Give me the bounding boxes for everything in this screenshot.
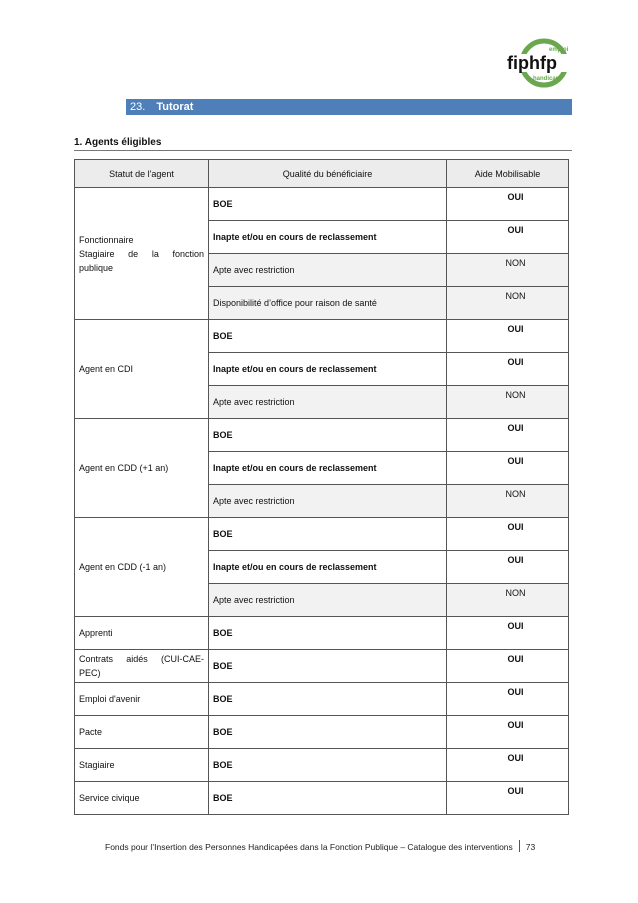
fiphfp-logo <box>503 38 581 88</box>
section-title: Tutorat <box>156 101 194 113</box>
table-header-row <box>75 160 569 188</box>
aide-mobilisable-cell: OUI <box>447 683 569 716</box>
aide-mobilisable-cell: OUI <box>447 419 569 452</box>
agent-status-cell: Agent en CDD (+1 an) <box>75 419 209 518</box>
table-row <box>75 617 569 650</box>
beneficiary-quality-cell: Disponibilité d’office pour raison de santé <box>209 287 447 320</box>
table-row <box>75 716 569 749</box>
beneficiary-quality-cell: BOE <box>209 683 447 716</box>
aide-mobilisable-cell: NON <box>447 386 569 419</box>
table-body <box>75 188 569 815</box>
footer-text: Fonds pour l’Insertion des Personnes Handicapées dans la Fonction Publique – Catalogue des interventions <box>105 842 513 852</box>
aide-mobilisable-cell: OUI <box>447 617 569 650</box>
aide-mobilisable-cell: OUI <box>447 749 569 782</box>
beneficiary-quality-cell: Inapte et/ou en cours de reclassement <box>209 221 447 254</box>
beneficiary-quality-cell: Inapte et/ou en cours de reclassement <box>209 353 447 386</box>
agent-status-cell: Agent en CDD (-1 an) <box>75 518 209 617</box>
beneficiary-quality-cell: BOE <box>209 419 447 452</box>
beneficiary-quality-cell: Apte avec restriction <box>209 254 447 287</box>
aide-mobilisable-cell: OUI <box>447 452 569 485</box>
beneficiary-quality-cell: BOE <box>209 782 447 815</box>
aide-mobilisable-cell: NON <box>447 584 569 617</box>
beneficiary-quality-cell: Inapte et/ou en cours de reclassement <box>209 452 447 485</box>
table-row <box>75 320 569 353</box>
aide-mobilisable-cell: OUI <box>447 188 569 221</box>
beneficiary-quality-cell: BOE <box>209 617 447 650</box>
table-row <box>75 782 569 815</box>
agent-status-cell: Stagiaire <box>75 749 209 782</box>
footer-separator <box>519 840 520 852</box>
aide-mobilisable-cell: OUI <box>447 782 569 815</box>
beneficiary-quality-cell: BOE <box>209 518 447 551</box>
agent-status-cell: Pacte <box>75 716 209 749</box>
table-row <box>75 683 569 716</box>
agent-status-cell: Fonctionnaire Stagiaire de la fonction publique <box>75 188 209 320</box>
beneficiary-quality-cell: BOE <box>209 320 447 353</box>
logo-top-text: emploi <box>549 47 569 53</box>
aide-mobilisable-cell: OUI <box>447 320 569 353</box>
agent-status-cell: Contrats aidés (CUI-CAE-PEC) <box>75 650 209 683</box>
table-row <box>75 749 569 782</box>
aide-mobilisable-cell: NON <box>447 287 569 320</box>
beneficiary-quality-cell: BOE <box>209 716 447 749</box>
section-number: 23. <box>130 101 146 113</box>
page-number: 73 <box>525 842 536 852</box>
aide-mobilisable-cell: NON <box>447 254 569 287</box>
table-row <box>75 419 569 452</box>
beneficiary-quality-cell: Apte avec restriction <box>209 386 447 419</box>
agent-status-cell: Emploi d'avenir <box>75 683 209 716</box>
table-row <box>75 650 569 683</box>
aide-mobilisable-cell: OUI <box>447 353 569 386</box>
aide-mobilisable-cell: OUI <box>447 716 569 749</box>
eligibility-table <box>74 159 569 815</box>
beneficiary-quality-cell: BOE <box>209 650 447 683</box>
section-header <box>126 99 572 115</box>
beneficiary-quality-cell: BOE <box>209 188 447 221</box>
header-status: Statut de l'agent <box>75 160 209 188</box>
aide-mobilisable-cell: NON <box>447 485 569 518</box>
aide-mobilisable-cell: OUI <box>447 221 569 254</box>
page-footer <box>105 840 535 852</box>
aide-mobilisable-cell: OUI <box>447 518 569 551</box>
agent-status-cell: Apprenti <box>75 617 209 650</box>
beneficiary-quality-cell: Apte avec restriction <box>209 584 447 617</box>
logo-bottom-text: handicap <box>533 76 560 82</box>
aide-mobilisable-cell: OUI <box>447 551 569 584</box>
table-row <box>75 188 569 221</box>
aide-mobilisable-cell: OUI <box>447 650 569 683</box>
header-qualite: Qualité du bénéficiaire <box>209 160 447 188</box>
beneficiary-quality-cell: BOE <box>209 749 447 782</box>
beneficiary-quality-cell: Apte avec restriction <box>209 485 447 518</box>
beneficiary-quality-cell: Inapte et/ou en cours de reclassement <box>209 551 447 584</box>
header-aide: Aide Mobilisable <box>447 160 569 188</box>
subsection-title: 1. Agents éligibles <box>74 137 162 148</box>
agent-status-cell: Service civique <box>75 782 209 815</box>
logo-main-text: fiphfp <box>507 53 557 73</box>
subsection-rule <box>74 150 572 151</box>
agent-status-cell: Agent en CDI <box>75 320 209 419</box>
table-row <box>75 518 569 551</box>
